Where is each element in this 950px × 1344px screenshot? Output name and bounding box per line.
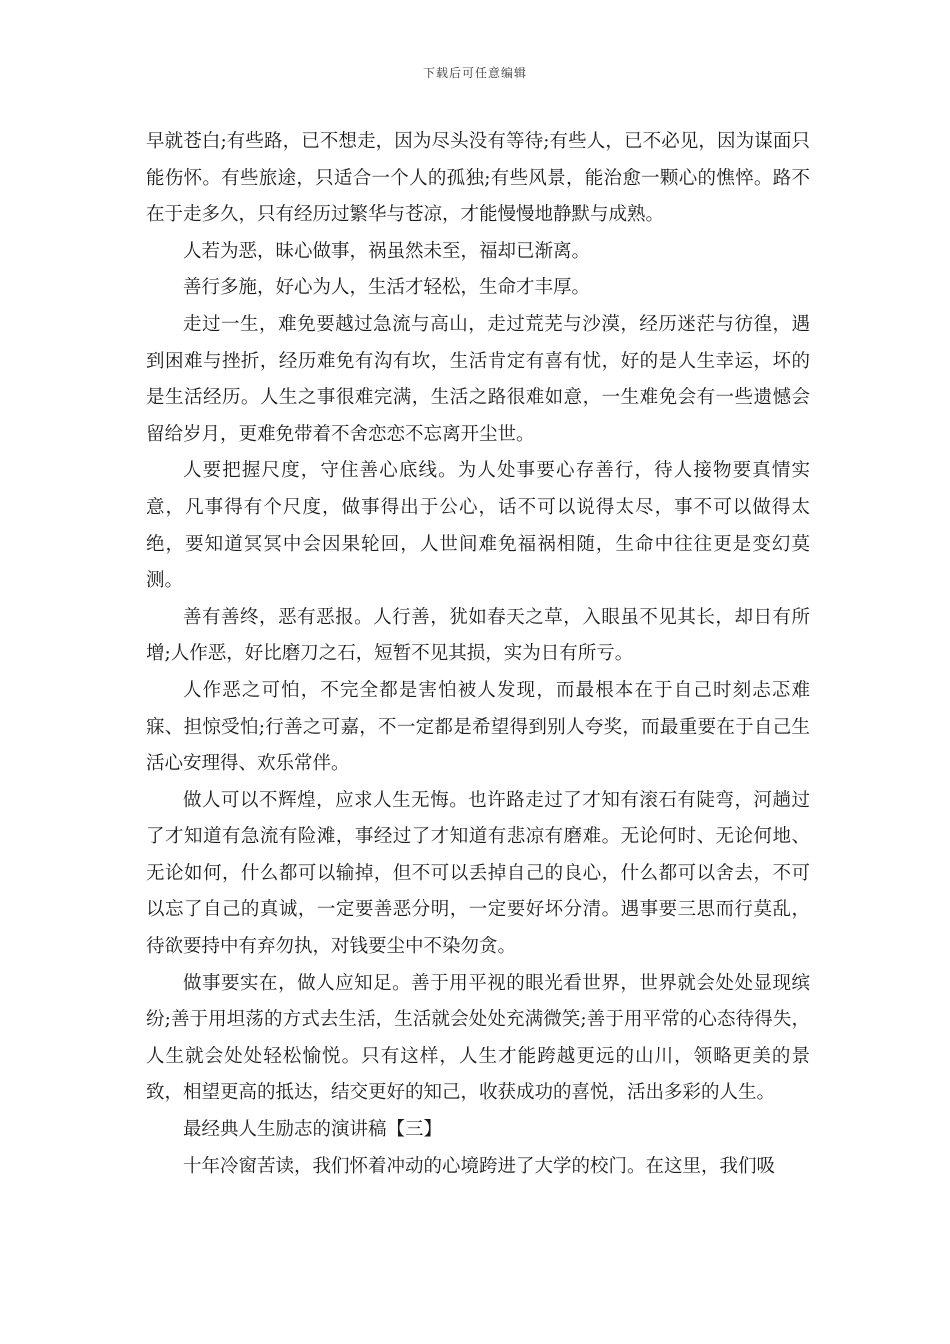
paragraph-5: 人要把握尺度，守住善心底线。为人处事要心存善行，待人接物要真情实意，凡事得有个尺度，做事得出于公心，话不可以说得太尽，事不可以做得太绝，要知道冥冥中会因果轮回，人世间难免福祸相随，生命中往往更是变幻莫测。 xyxy=(146,460,810,592)
paragraph-4: 走过一生，难免要越过急流与高山，走过荒芜与沙漠，经历迷茫与彷徨，遇到困难与挫折，经历难免有沟有坎，生活肯定有喜有忧，好的是人生幸运，坏的是生活经历。人生之事很难完满，生活之路很难如意，一生难免会有一些遗憾会留给岁月，更难免带着不舍恋恋不忘离开尘世。 xyxy=(146,313,810,445)
paragraph-8: 做人可以不辉煌，应求人生无悔。也许路走过了才知有滚石有陡弯，河趟过了才知道有急流有险滩，事经过了才知道有悲凉有磨难。无论何时、无论何地、无论如何，什么都可以输掉，但不可以丢掉自己的良心，什么都可以舍去，不可以忘了自己的真诚，一定要善恶分明，一定要好坏分清。遇事要三思而行莫乱，待欲要持中有弃勿执，对钱要尘中不染勿贪。 xyxy=(146,789,810,958)
paragraph-1: 早就苍白;有些路，已不想走，因为尽头没有等待;有些人，已不必见，因为谋面只能伤怀。有些旅途，只适合一个人的孤独;有些风景，能治愈一颗心的憔悴。路不在于走多久，只有经历过繁华与苍凉，才能慢慢地静默与成熟。 xyxy=(146,131,810,226)
paragraph-2: 人若为恶，昧心做事，祸虽然未至，福却已渐离。 xyxy=(183,240,591,262)
document-body xyxy=(146,124,810,1185)
header-note: 下载后可任意编辑 xyxy=(422,66,527,80)
section-heading: 最经典人生励志的演讲稿【三】 xyxy=(183,1119,443,1141)
paragraph-10: 十年冷窗苦读，我们怀着冲动的心境跨进了大学的校门。在这里，我们吸 xyxy=(183,1155,776,1177)
paragraph-7: 人作恶之可怕，不完全都是害怕被人发现，而最根本在于自己时刻忐忑难寐、担惊受怕;行善之可嘉，不一定都是希望得到别人夸奖，而最重要在于自己生活心安理得、欢乐常伴。 xyxy=(146,679,810,775)
paragraph-9: 做事要实在，做人应知足。善于用平视的眼光看世界，世界就会处处显现缤纷;善于用坦荡的方式去生活，生活就会处处充满微笑;善于用平常的心态待得失，人生就会处处轻松愉悦。只有这样，人生才能跨越更远的山川，领略更美的景致，相望更高的抵达，结交更好的知己，收获成功的喜悦，活出多彩的人生。 xyxy=(146,972,810,1104)
paragraph-3: 善行多施，好心为人，生活才轻松，生命才丰厚。 xyxy=(183,277,591,299)
paragraph-6: 善有善终，恶有恶报。人行善，犹如春天之草，入眼虽不见其长，却日有所增;人作恶，好比磨刀之石，短暂不见其损，实为日有所亏。 xyxy=(146,606,810,665)
